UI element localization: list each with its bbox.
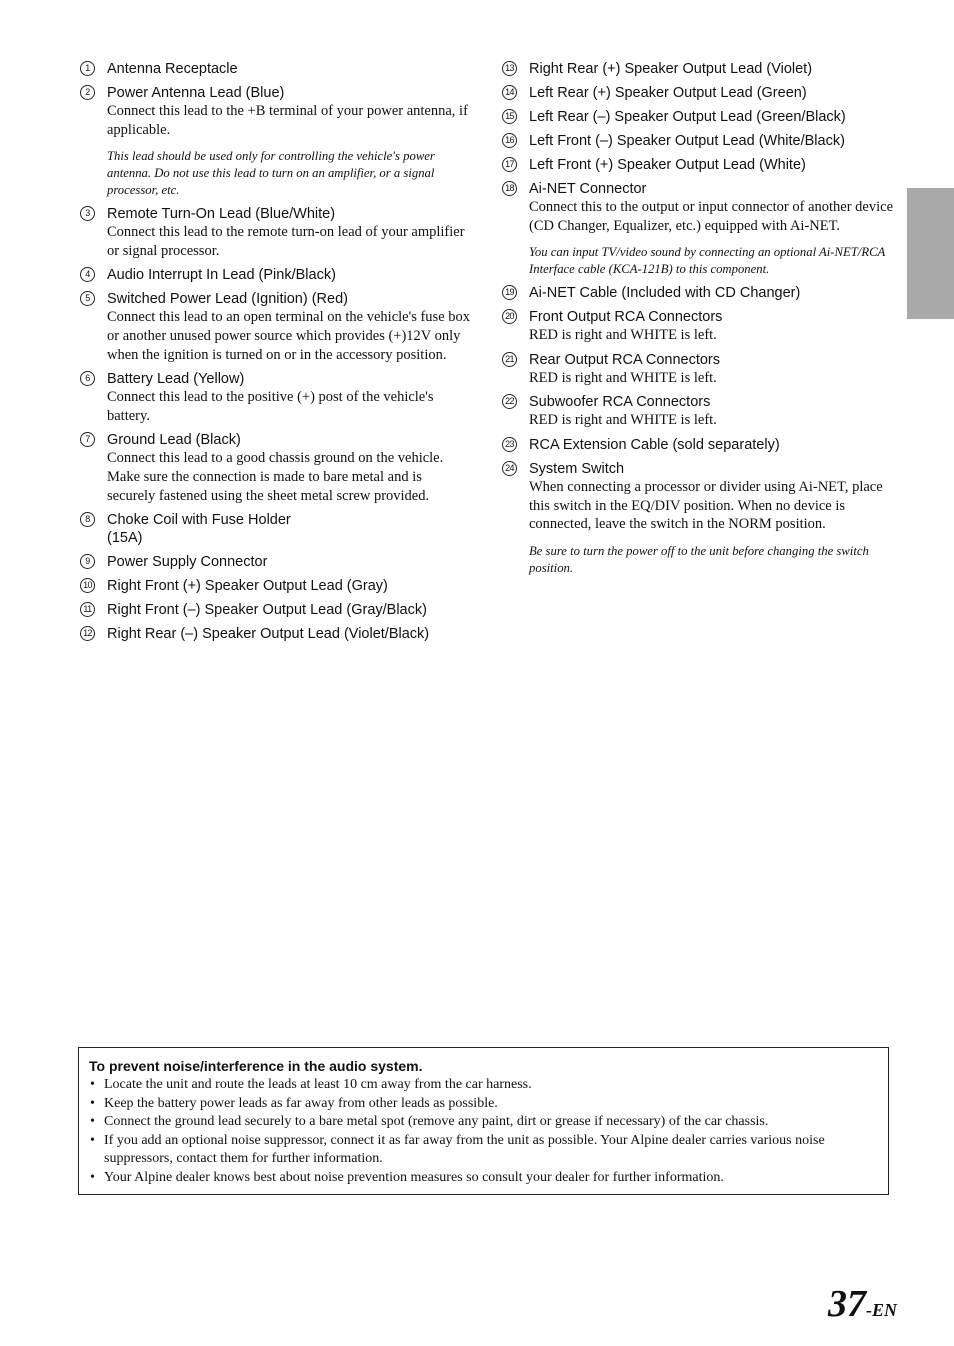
item-number-badge: 18 (502, 181, 517, 196)
connection-item (502, 284, 897, 302)
item-description: Connect this lead to the remote turn-on lead of your amplifier or signal processor. (107, 224, 465, 259)
item-number-badge: 9 (80, 554, 95, 569)
noise-bullet-item: • Locate the unit and route the leads at least 10 cm away from the car harness. (89, 1076, 876, 1095)
item-title: Antenna Receptacle (107, 61, 238, 77)
item-title: Remote Turn-On Lead (Blue/White) (107, 206, 336, 223)
item-title: Left Rear (–) Speaker Output Lead (Green/Black) (529, 109, 846, 125)
item-title: Left Rear (+) Speaker Output Lead (Green) (529, 85, 807, 101)
item-title: Power Supply Connector (107, 554, 268, 571)
item-number-badge: 10 (80, 578, 95, 593)
noise-bullet-list (89, 1076, 876, 1187)
item-title: Audio Interrupt In Lead (Pink/Black) (107, 267, 336, 284)
connection-item (80, 60, 470, 78)
item-number-badge: 15 (502, 109, 517, 124)
item-number-badge: 16 (502, 133, 517, 148)
item-description: RED is right and WHITE is left. (529, 327, 717, 344)
item-title: Choke Coil with Fuse Holder (107, 512, 291, 529)
item-title: Right Rear (–) Speaker Output Lead (Violet/Black) (107, 626, 430, 643)
item-title: Switched Power Lead (Ignition) (Red) (107, 291, 348, 308)
connection-item (502, 351, 897, 388)
section-tab (907, 188, 954, 319)
item-note: This lead should be used only for controlling the vehicle's power antenna. Do not use this lead to turn on an amplifier, or a signal processor, etc. (107, 149, 435, 198)
connection-item (80, 290, 470, 364)
item-title: Battery Lead (Yellow) (107, 371, 245, 388)
item-title: Right Front (+) Speaker Output Lead (Gray) (107, 578, 388, 595)
noise-prevention-box (78, 1047, 889, 1195)
item-title: Ground Lead (Black) (107, 432, 241, 449)
connection-item (502, 84, 897, 102)
left-column (80, 60, 470, 649)
item-description: Connect this to the output or input connector of another device (CD Changer, Equalizer, etc.) equipped with Ai-NET. (529, 199, 894, 234)
connection-item (502, 180, 897, 278)
noise-bullet-item: • Connect the ground lead securely to a bare metal spot (remove any paint, dirt or grease if necessary) of the car chassis. (89, 1113, 876, 1132)
item-number-badge: 23 (502, 437, 517, 452)
item-number-badge: 14 (502, 85, 517, 100)
item-title: Ai-NET Cable (Included with CD Changer) (529, 285, 801, 302)
connection-item (502, 132, 897, 150)
connection-item (502, 156, 897, 174)
page-number-suffix: -EN (866, 1300, 897, 1320)
item-description: Connect this lead to the +B terminal of your power antenna, if applicable. (107, 103, 468, 138)
item-number-badge: 19 (502, 285, 517, 300)
item-number-badge: 8 (80, 512, 95, 527)
connection-item (80, 84, 470, 199)
connection-item (502, 108, 897, 126)
page-number (828, 1284, 897, 1330)
item-number-badge: 6 (80, 371, 95, 386)
noise-box-title: To prevent noise/interference in the audio system. (89, 1058, 423, 1074)
connection-item (80, 205, 470, 260)
item-note: You can input TV/video sound by connecting an optional Ai-NET/RCA Interface cable (KCA-121B) to this component. (529, 245, 886, 277)
page-number-value: 37 (828, 1283, 866, 1325)
item-description: Connect this lead to a good chassis ground on the vehicle. Make sure the connection is made to bare metal and is securely fastened using the sheet metal screw provided. (107, 450, 444, 504)
item-number-badge: 17 (502, 157, 517, 172)
connection-item (80, 431, 470, 505)
item-number-badge: 2 (80, 85, 95, 100)
item-description: When connecting a processor or divider using Ai-NET, place this switch in the EQ/DIV position. When no device is connected, leave the switch in the NORM position. (529, 478, 883, 533)
item-title-continued: (15A) (107, 530, 143, 547)
connection-item (80, 370, 470, 425)
item-note: Be sure to turn the power off to the unit before changing the switch position. (529, 543, 869, 575)
item-title: Power Antenna Lead (Blue) (107, 85, 285, 101)
connection-item (502, 460, 897, 577)
item-title: Right Rear (+) Speaker Output Lead (Violet) (529, 61, 813, 77)
connection-item (502, 393, 897, 430)
connection-item (80, 625, 470, 643)
item-number-badge: 21 (502, 352, 517, 367)
item-number-badge: 22 (502, 394, 517, 409)
item-title: Rear Output RCA Connectors (529, 351, 721, 368)
noise-bullet-item: • Keep the battery power leads as far away from other leads as possible. (89, 1095, 876, 1114)
item-number-badge: 12 (80, 626, 95, 641)
item-description: RED is right and WHITE is left. (529, 412, 717, 429)
item-number-badge: 1 (80, 61, 95, 76)
item-number-badge: 13 (502, 61, 517, 76)
item-number-badge: 11 (80, 602, 95, 617)
connection-item (80, 553, 470, 571)
connection-item (80, 266, 470, 284)
noise-bullet-item: • Your Alpine dealer knows best about noise prevention measures so consult your dealer for further information. (89, 1169, 876, 1188)
item-description: Connect this lead to the positive (+) post of the vehicle's battery. (107, 389, 434, 424)
noise-bullet-item: • If you add an optional noise suppressor, connect it as far away from the unit as possible. Your Alpine dealer carries various noise suppressors, contact them for further information. (89, 1132, 876, 1169)
item-title: Left Front (–) Speaker Output Lead (White/Black) (529, 133, 845, 149)
item-title: Subwoofer RCA Connectors (529, 394, 711, 411)
connection-item (502, 308, 897, 345)
item-number-badge: 5 (80, 291, 95, 306)
item-number-badge: 3 (80, 206, 95, 221)
item-title: RCA Extension Cable (sold separately) (529, 436, 780, 453)
item-title: Front Output RCA Connectors (529, 309, 723, 326)
item-title: Right Front (–) Speaker Output Lead (Gray/Black) (107, 602, 427, 619)
item-title: Left Front (+) Speaker Output Lead (White) (529, 157, 806, 173)
item-number-badge: 4 (80, 267, 95, 282)
right-column (502, 60, 897, 583)
item-number-badge: 20 (502, 309, 517, 324)
item-number-badge: 24 (502, 461, 517, 476)
connection-item (80, 511, 470, 547)
item-description: RED is right and WHITE is left. (529, 369, 717, 386)
connection-item (502, 436, 897, 454)
connection-item (80, 601, 470, 619)
connection-item (80, 577, 470, 595)
item-title: Ai-NET Connector (529, 181, 647, 197)
item-number-badge: 7 (80, 432, 95, 447)
item-title: System Switch (529, 460, 625, 477)
item-description: Connect this lead to an open terminal on the vehicle's fuse box or another unused power source which provides (+)12V only when the ignition is turned on or in the accessory position. (107, 309, 471, 363)
connection-item (502, 60, 897, 78)
